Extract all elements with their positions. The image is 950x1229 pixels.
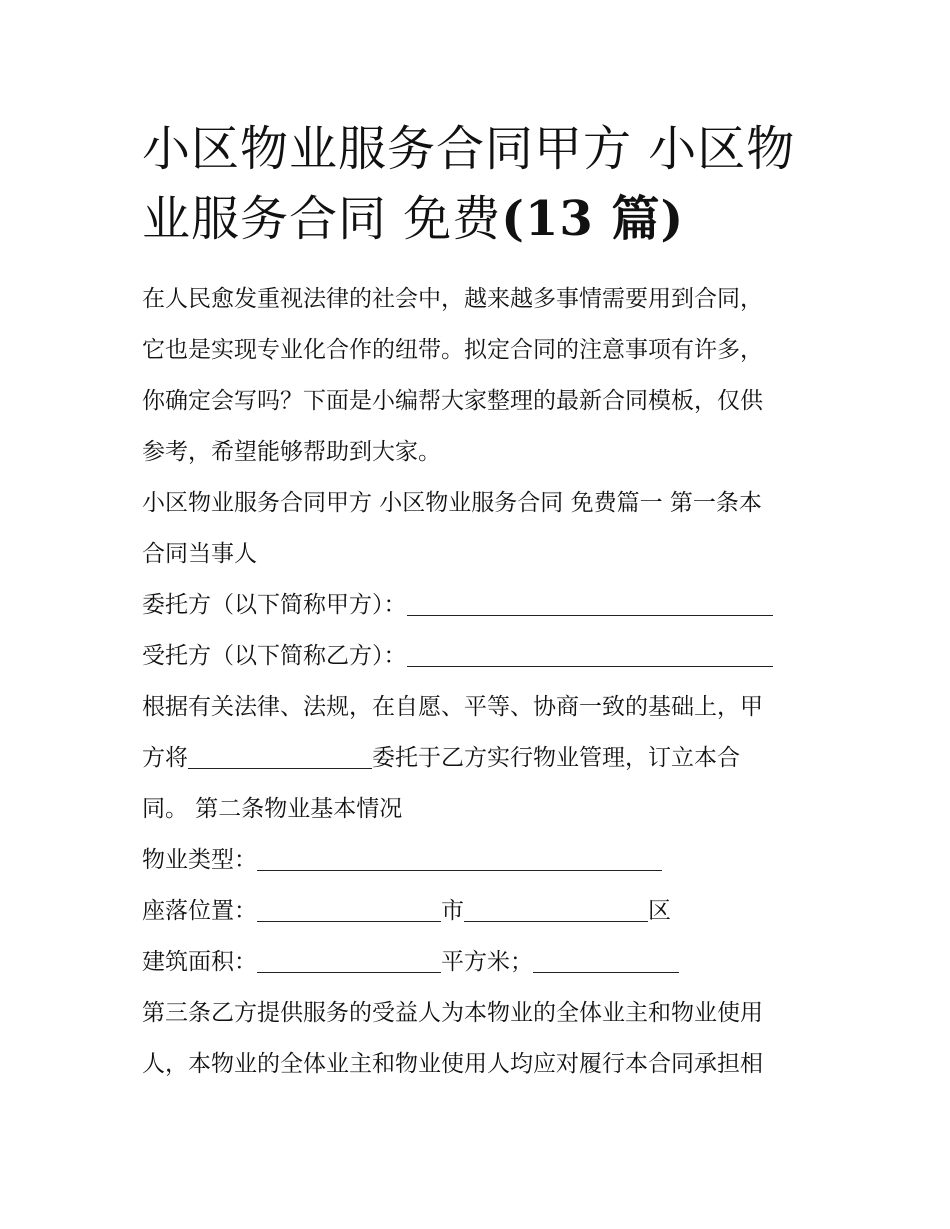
article-3-paragraph: [142, 988, 814, 1090]
article-3-line-1: 第三条乙方提供服务的受益人为本物业的全体业主和物业使用: [142, 1000, 763, 1026]
section-1-line-1: 小区物业服务合同甲方 小区物业服务合同 免费篇一 第一条本: [142, 490, 762, 516]
property-type-row: [142, 835, 814, 886]
district-blank: [464, 897, 648, 922]
location-row: [142, 886, 814, 937]
property-type-blank: [257, 846, 662, 871]
city-unit: 市: [441, 898, 464, 924]
section-1-line-2: 合同当事人: [142, 541, 257, 567]
basis-line-2-suffix: 委托于乙方实行物业管理，订立本合: [372, 745, 740, 771]
area-label: 建筑面积：: [142, 949, 257, 975]
property-name-blank: [188, 744, 372, 769]
basis-line-1: 根据有关法律、法规，在自愿、平等、协商一致的基础上，甲: [142, 694, 763, 720]
party-b-blank: [407, 642, 773, 667]
basis-line-2: [142, 733, 814, 784]
intro-line-4: 参考，希望能够帮助到大家。: [142, 439, 441, 465]
basis-line-3: 同。 第二条物业基本情况: [142, 796, 403, 822]
intro-line-1: 在人民愈发重视法律的社会中，越来越多事情需要用到合同，: [142, 286, 763, 312]
basis-paragraph: [142, 682, 814, 835]
document-title: [142, 114, 814, 254]
party-a-row: [142, 580, 814, 631]
party-b-row: [142, 631, 814, 682]
location-label: 座落位置：: [142, 898, 257, 924]
district-unit: 区: [648, 898, 671, 924]
document-body: [142, 274, 814, 1090]
article-3-line-2: 人，本物业的全体业主和物业使用人均应对履行本合同承担相: [142, 1051, 763, 1077]
title-line-2: [142, 184, 814, 254]
area-extra-blank: [533, 948, 679, 973]
intro-paragraph: [142, 274, 814, 478]
title-line-2-text: 业服务合同 免费: [142, 191, 502, 247]
party-a-label: 委托方（以下简称甲方）：: [142, 592, 407, 618]
party-b-label: 受托方（以下简称乙方）：: [142, 643, 407, 669]
party-a-blank: [407, 591, 773, 616]
basis-line-2-prefix: 方将: [142, 745, 188, 771]
intro-line-3: 你确定会写吗？下面是小编帮大家整理的最新合同模板，仅供: [142, 388, 763, 414]
city-blank: [257, 897, 441, 922]
section-1-heading: [142, 478, 814, 580]
title-count: (13 篇): [501, 191, 685, 247]
area-row: [142, 937, 814, 988]
area-unit: 平方米；: [441, 949, 533, 975]
intro-line-2: 它也是实现专业化合作的纽带。拟定合同的注意事项有许多，: [142, 337, 763, 363]
title-line-1: 小区物业服务合同甲方 小区物: [142, 121, 796, 177]
property-type-label: 物业类型：: [142, 847, 257, 873]
area-blank: [257, 948, 441, 973]
